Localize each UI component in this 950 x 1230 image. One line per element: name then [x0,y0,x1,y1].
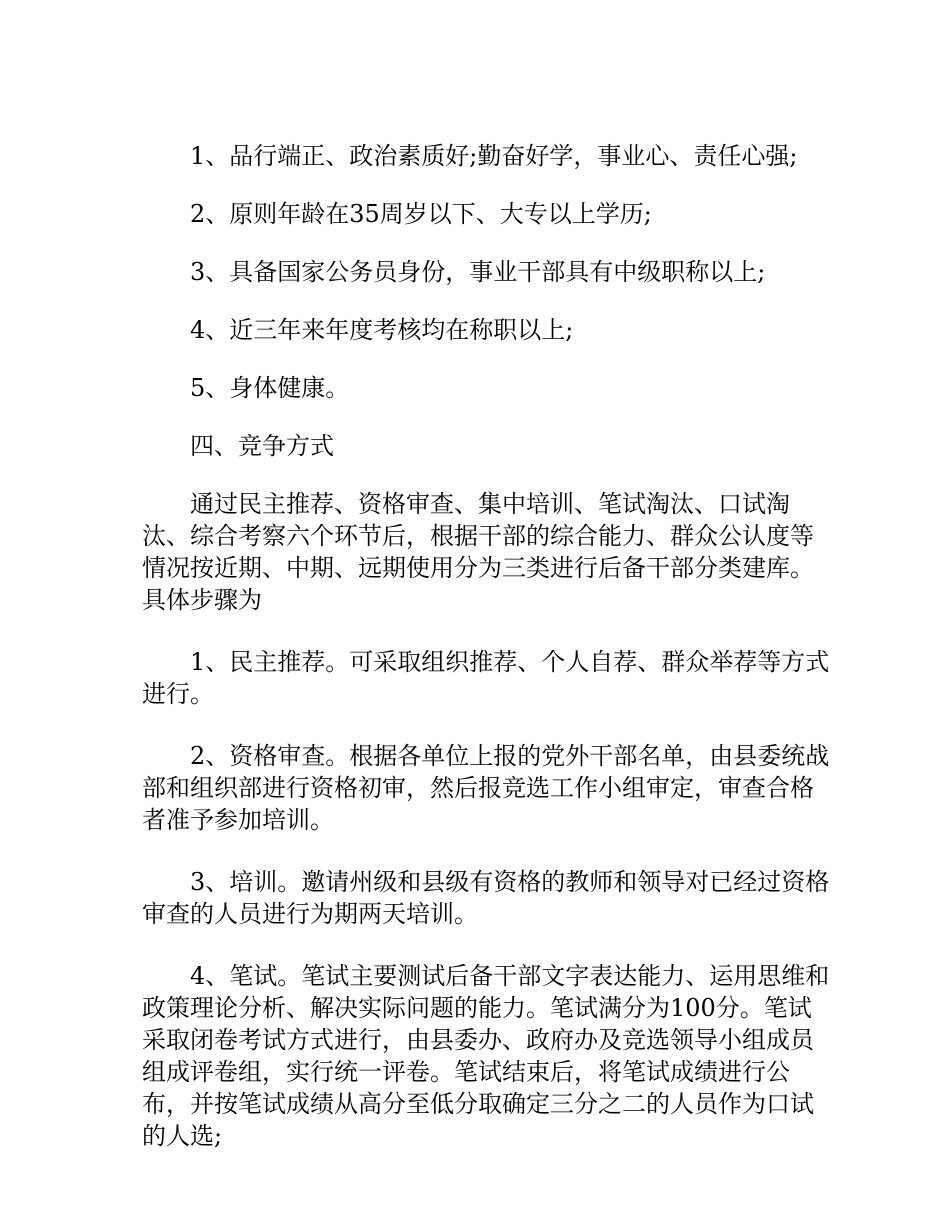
step-3-paragraph: 3、培训。邀请州级和县级有资格的教师和领导对已经过资格审查的人员进行为期两天培训。 [142,868,830,928]
document-body [142,140,832,1182]
section-heading: 四、竞争方式 [190,432,334,460]
requirement-item-4: 4、近三年来年度考核均在称职以上; [190,316,574,344]
requirement-item-5: 5、身体健康。 [190,374,350,402]
step-4-paragraph: 4、笔试。笔试主要测试后备干部文字表达能力、运用思维和政策理论分析、解决实际问题的能力。笔试满分为100分。笔试采取闭卷考试方式进行，由县委办、政府办及竞选领导小组成员组成评卷组，实行统一评卷。笔试结束后，将笔试成绩进行公布，并按笔试成绩从高分至低分取确定三分之二的人员作为口试的人选; [142,962,830,1150]
step-2-paragraph: 2、资格审查。根据各单位上报的党外干部名单，由县委统战部和组织部进行资格初审，然后报竞选工作小组审定，审查合格者准予参加培训。 [142,742,830,834]
requirement-item-1: 1、品行端正、政治素质好;勤奋好学，事业心、责任心强; [190,142,798,170]
requirement-item-2: 2、原则年龄在35周岁以下、大专以上学历; [190,200,652,228]
section-intro-paragraph: 通过民主推荐、资格审查、集中培训、笔试淘汰、口试淘汰、综合考察六个环节后，根据干部的综合能力、群众公认度等情况按近期、中期、远期使用分为三类进行后备干部分类建库。具体步骤为 [142,490,814,614]
step-1-paragraph: 1、民主推荐。可采取组织推荐、个人自荐、群众举荐等方式进行。 [142,648,830,708]
requirement-item-3: 3、具备国家公务员身份，事业干部具有中级职称以上; [190,258,766,286]
